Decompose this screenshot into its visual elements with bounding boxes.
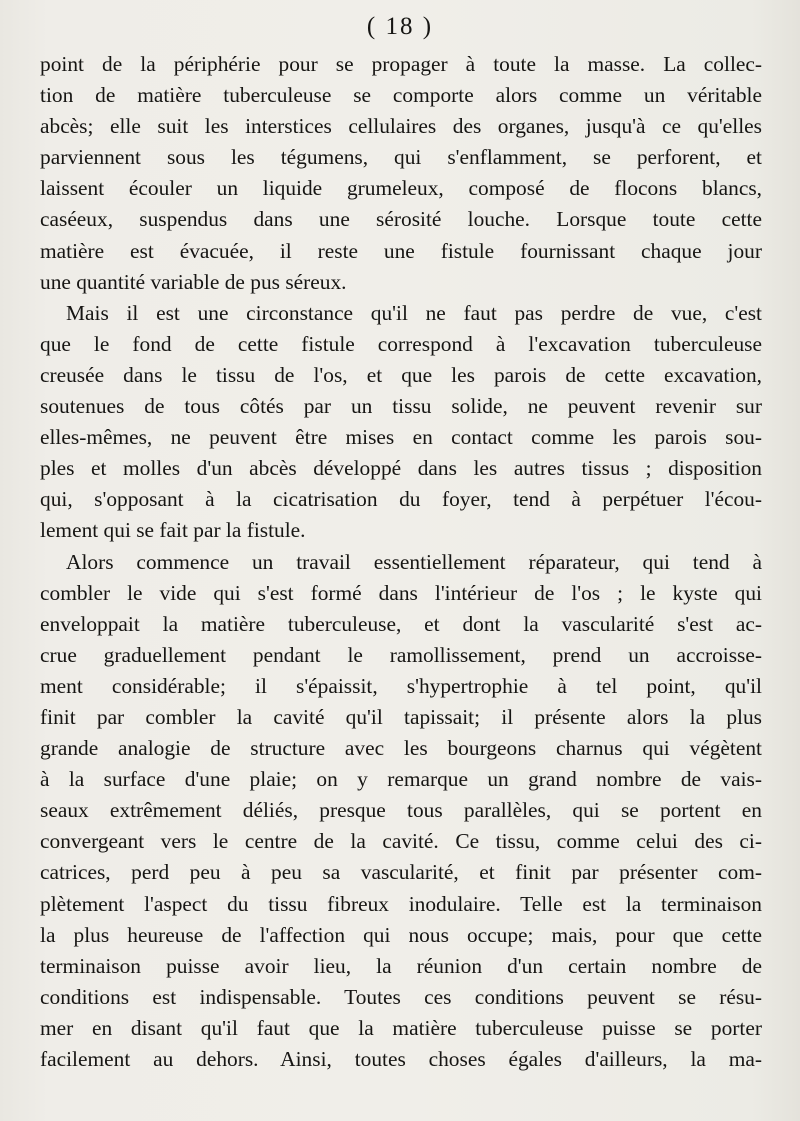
text-line: à la surface d'une plaie; on y remarque un grand nombre de vais- [40, 767, 762, 792]
text-line: seaux extrêmement déliés, presque tous parallèles, qui se portent en [40, 798, 762, 823]
text-line: finit par combler la cavité qu'il tapissait; il présente alors la plus [40, 704, 762, 729]
text-line: plètement l'aspect du tissu fibreux inodulaire. Telle est la terminaison [40, 891, 762, 916]
text-line: facilement au dehors. Ainsi, toutes choses égales d'ailleurs, la ma- [40, 1047, 762, 1071]
text-line: caséeux, suspendus dans une sérosité louche. Lorsque toute cette [40, 207, 762, 232]
text-line: que le fond de cette fistule correspond à l'excavation tuberculeuse [40, 331, 762, 356]
text-line: ples et molles d'un abcès développé dans les autres tissus ; disposition [40, 456, 762, 481]
page-number: ( 18 ) [366, 13, 434, 40]
text-line: convergeant vers le centre de la cavité. Ce tissu, comme celui des ci- [40, 829, 762, 854]
text-line: creusée dans le tissu de l'os, et que les parois de cette excavation, [40, 362, 762, 387]
text-line: crue graduellement pendant le ramollissement, prend un accroisse- [40, 642, 762, 667]
text-line: Alors commence un travail essentiellement réparateur, qui tend à [66, 549, 762, 574]
text-line: conditions est indispensable. Toutes ces conditions peuvent se résu- [40, 984, 762, 1009]
text-line: mer en disant qu'il faut que la matière tuberculeuse puisse se porter [40, 1015, 762, 1040]
text-line: une quantité variable de pus séreux. [40, 269, 347, 294]
text-line: Mais il est une circonstance qu'il ne faut pas perdre de vue, c'est [66, 300, 762, 325]
text-line: combler le vide qui s'est formé dans l'intérieur de l'os ; le kyste qui [40, 580, 762, 605]
text-line: terminaison puisse avoir lieu, la réunion d'un certain nombre de [40, 953, 762, 978]
text-line: elles-mêmes, ne peuvent être mises en contact comme les parois sou- [40, 425, 762, 450]
text-line: matière est évacuée, il reste une fistule fournissant chaque jour [40, 238, 762, 263]
body-text [40, 49, 762, 1075]
text-line: tion de matière tuberculeuse se comporte alors comme un véritable [40, 83, 762, 108]
text-line: catrices, perd peu à peu sa vascularité, et finit par présenter com- [40, 860, 762, 885]
text-line: lement qui se fait par la fistule. [40, 518, 306, 543]
text-line: point de la périphérie pour se propager à toute la masse. La collec- [40, 52, 762, 76]
text-line: la plus heureuse de l'affection qui nous occupe; mais, pour que cette [40, 922, 762, 947]
text-line: grande analogie de structure avec les bourgeons charnus qui végètent [40, 736, 762, 761]
text-line: qui, s'opposant à la cicatrisation du foyer, tend à perpétuer l'écou- [40, 487, 762, 512]
text-line: parviennent sous les tégumens, qui s'enflamment, se perforent, et [40, 145, 762, 170]
text-line: enveloppait la matière tuberculeuse, et dont la vascularité s'est ac- [40, 611, 762, 636]
text-line: soutenues de tous côtés par un tissu solide, ne peuvent revenir sur [40, 394, 762, 419]
text-line: laissent écouler un liquide grumeleux, composé de flocons blancs, [40, 176, 762, 201]
text-line: ment considérable; il s'épaissit, s'hypertrophie à tel point, qu'il [40, 673, 762, 698]
text-line: abcès; elle suit les interstices cellulaires des organes, jusqu'à ce qu'elles [40, 114, 762, 139]
